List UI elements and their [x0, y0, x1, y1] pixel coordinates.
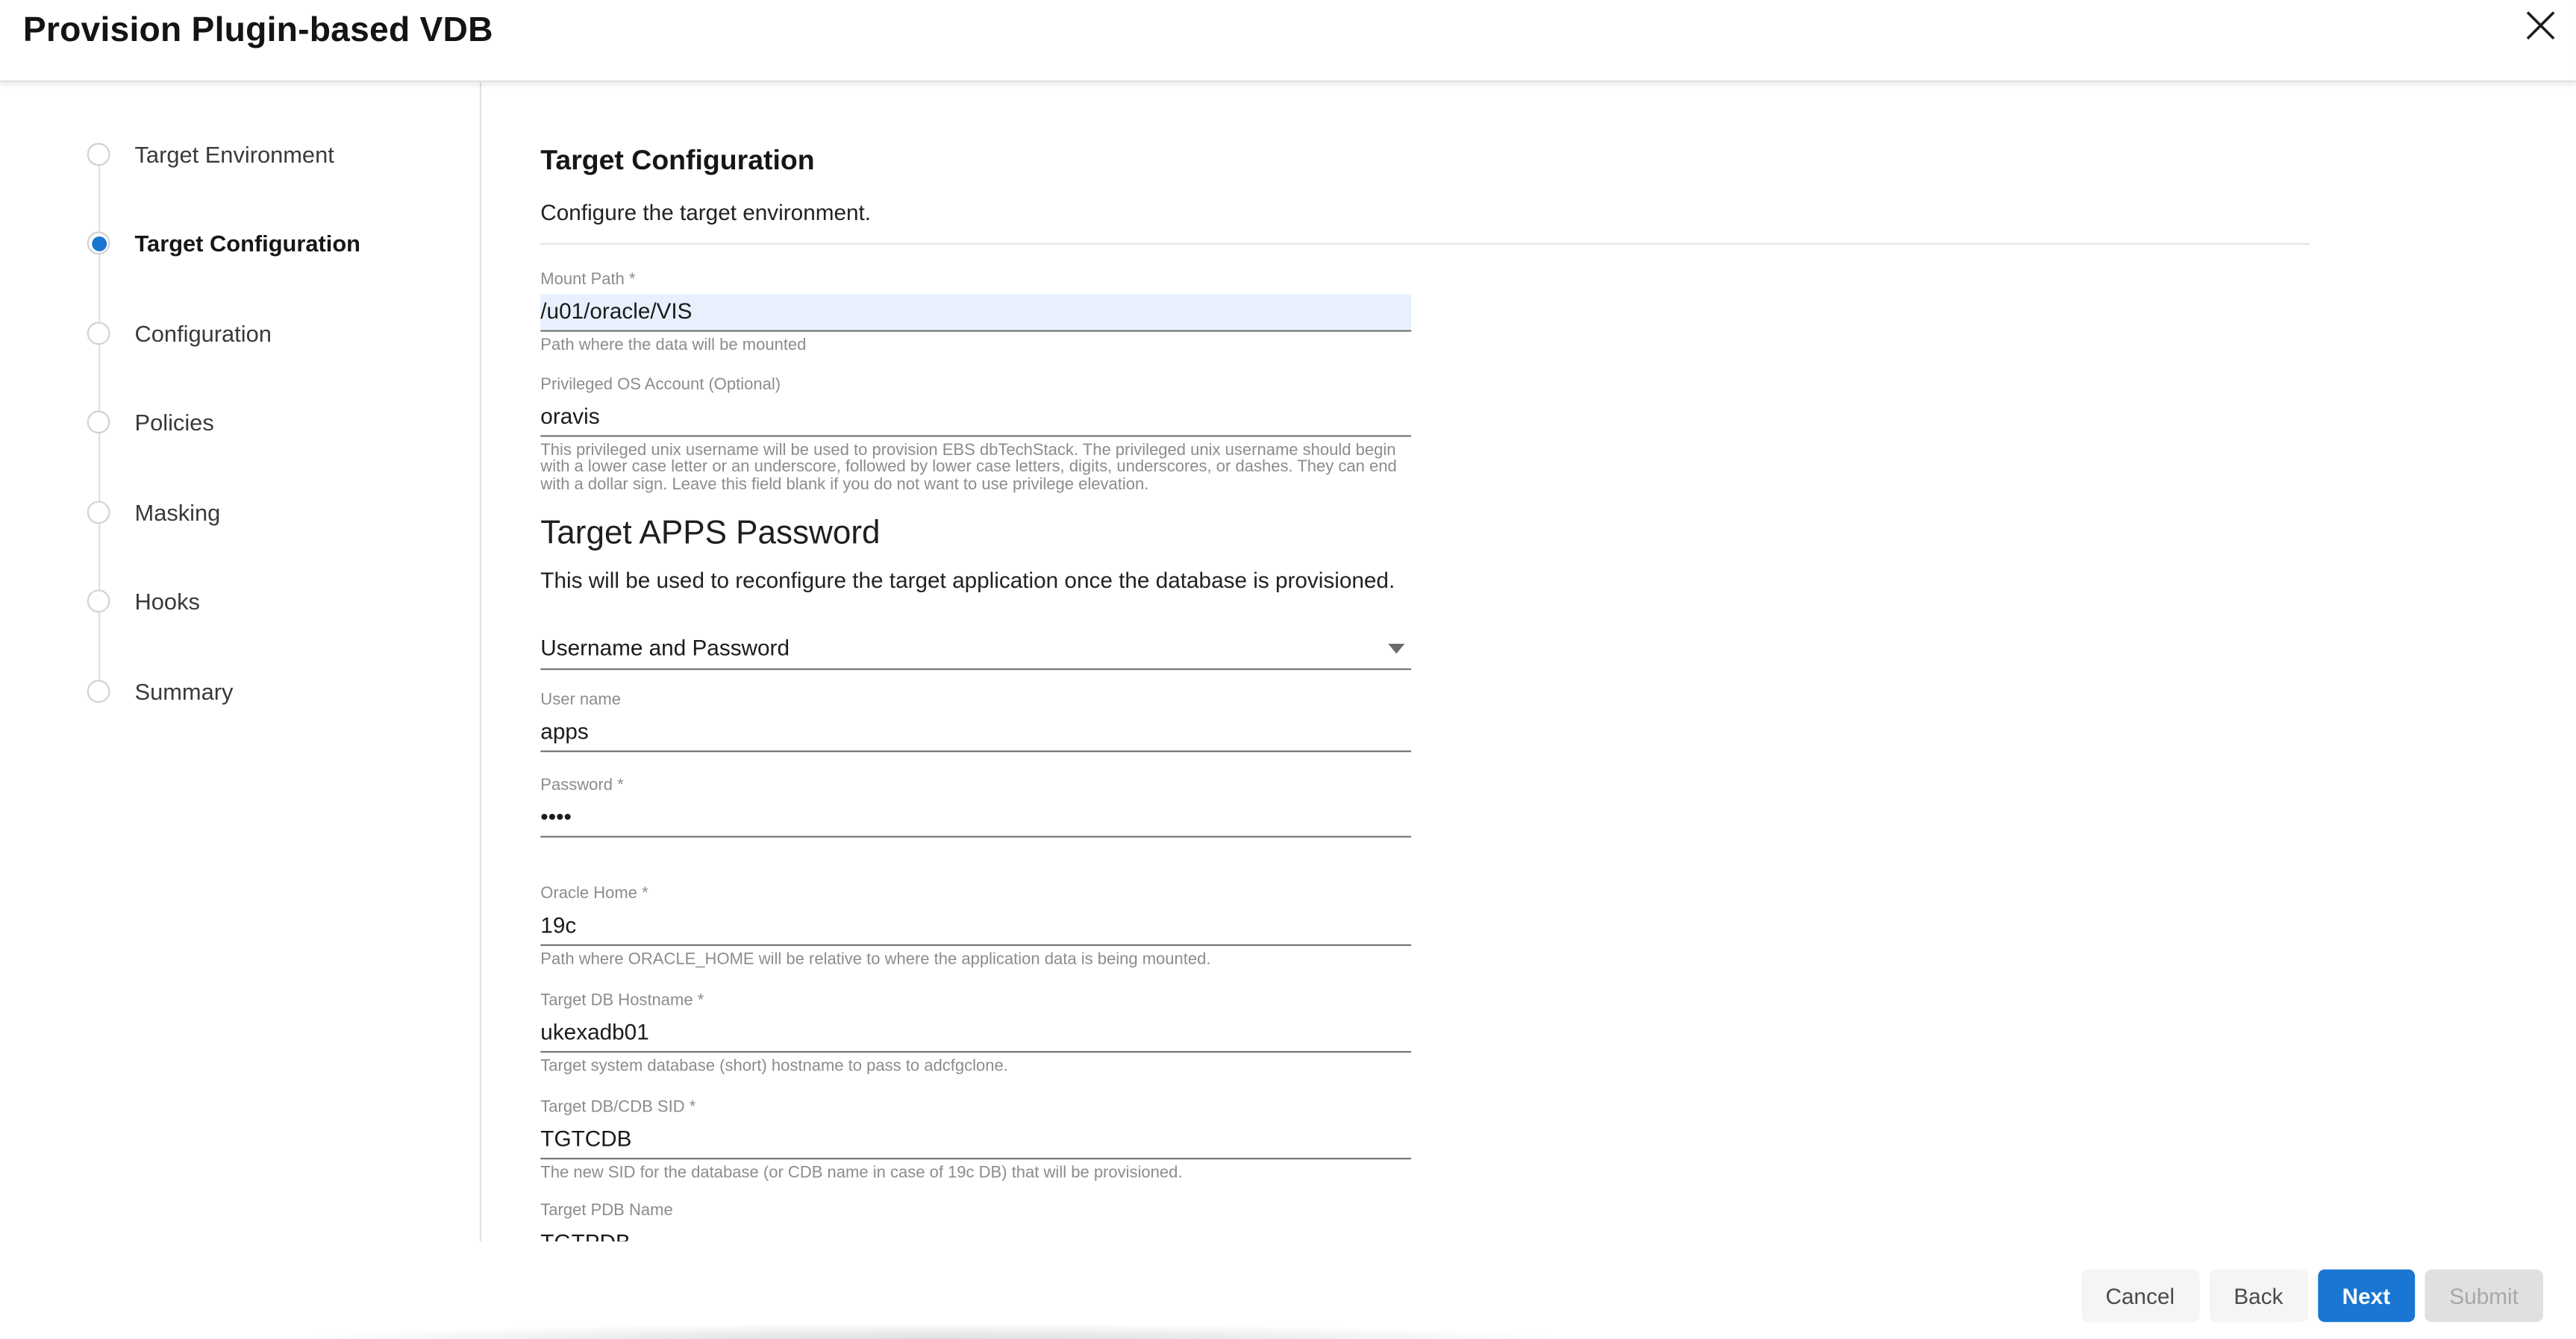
privileged-os-account-label: Privileged OS Account (Optional)	[540, 375, 781, 394]
step-configuration[interactable]	[0, 288, 480, 377]
step-indicator-icon	[87, 680, 110, 703]
step-label: Hooks	[134, 588, 200, 615]
step-policies[interactable]	[0, 377, 480, 467]
dialog-header	[0, 0, 2576, 82]
mount-path-field	[540, 271, 1411, 356]
credential-type-select[interactable]	[540, 630, 1411, 669]
step-indicator-icon	[87, 590, 110, 613]
chevron-down-icon	[1388, 644, 1404, 653]
username-field	[540, 692, 1411, 753]
target-db-cdb-sid-input[interactable]	[540, 1121, 1411, 1157]
step-indicator-icon	[87, 411, 110, 434]
step-hooks[interactable]	[0, 556, 480, 646]
close-icon	[2525, 10, 2556, 46]
mount-path-underline	[540, 294, 1411, 332]
privileged-os-account-field	[540, 375, 1411, 495]
oracle-home-label: Oracle Home *	[540, 885, 648, 904]
step-indicator-icon	[87, 322, 110, 345]
step-label: Configuration	[134, 319, 272, 346]
apps-password-description: This will be used to reconfigure the target application once the database is provisioned.	[540, 568, 1395, 594]
step-label: Policies	[134, 409, 214, 436]
form-panel	[481, 82, 2576, 1241]
step-target-configuration[interactable]	[0, 198, 480, 288]
dialog-title: Provision Plugin-based VDB	[22, 11, 493, 50]
target-pdb-name-input[interactable]	[540, 1226, 1411, 1242]
target-db-hostname-input[interactable]	[540, 1015, 1411, 1050]
username-input[interactable]	[540, 715, 1411, 750]
wizard-stepper	[0, 82, 481, 1241]
dialog-body	[0, 82, 2576, 1241]
password-input[interactable]	[540, 800, 1411, 836]
credential-type-value: Username and Password	[540, 636, 790, 661]
target-db-cdb-sid-underline	[540, 1121, 1411, 1159]
next-button[interactable]: Next	[2318, 1270, 2415, 1322]
password-underline	[540, 800, 1411, 838]
step-target-environment[interactable]	[0, 109, 480, 198]
step-summary[interactable]	[0, 646, 480, 736]
apps-password-title: Target APPS Password	[540, 516, 881, 553]
credential-type-underline	[540, 630, 1411, 671]
dialog-footer	[0, 1241, 2576, 1339]
target-pdb-name-label: Target PDB Name	[540, 1202, 673, 1221]
mount-path-helper: Path where the data will be mounted	[540, 336, 807, 355]
privileged-os-account-underline	[540, 398, 1411, 436]
target-db-hostname-underline	[540, 1015, 1411, 1053]
section-title: Target Configuration	[540, 144, 815, 176]
password-field	[540, 777, 1411, 838]
step-label: Masking	[134, 498, 221, 525]
mount-path-label: Mount Path *	[540, 271, 636, 289]
target-db-hostname-label: Target DB Hostname *	[540, 991, 704, 1010]
target-db-cdb-sid-label: Target DB/CDB SID *	[540, 1097, 696, 1117]
step-indicator-active-icon	[87, 232, 110, 255]
credential-type-field	[540, 630, 1411, 671]
username-label: User name	[540, 692, 621, 710]
close-button[interactable]	[2519, 7, 2561, 49]
section-subtitle: Configure the target environment.	[540, 200, 872, 225]
oracle-home-input[interactable]	[540, 909, 1411, 944]
target-db-hostname-helper: Target system database (short) hostname to pass to adcfgclone.	[540, 1057, 1008, 1076]
target-db-hostname-field	[540, 992, 1411, 1077]
privileged-os-account-input[interactable]	[540, 398, 1411, 434]
password-label: Password *	[540, 777, 624, 796]
target-pdb-name-underline	[540, 1226, 1411, 1242]
privileged-os-account-helper: This privileged unix username will be used to provision EBS dbTechStack. The privileged unix username should begin with a lower case letter or an underscore, followed by lower case letters, digits, underscores, or dashes. They can end with a dollar sign. Leave this field blank if you do not want to use privilege elevation.	[540, 441, 1397, 495]
target-db-cdb-sid-helper: The new SID for the database (or CDB name in case of 19c DB) that will be provisioned.	[540, 1163, 1183, 1182]
username-underline	[540, 715, 1411, 753]
back-button[interactable]: Back	[2209, 1270, 2307, 1322]
step-label: Target Configuration	[134, 230, 361, 257]
bottom-scroll-shadow	[0, 1321, 1791, 1339]
submit-button[interactable]: Submit	[2425, 1270, 2543, 1322]
step-indicator-icon	[87, 501, 110, 524]
cancel-button[interactable]: Cancel	[2081, 1270, 2200, 1322]
section-divider	[540, 243, 2310, 245]
mount-path-input[interactable]	[540, 294, 1411, 330]
step-label: Target Environment	[134, 140, 334, 168]
target-pdb-name-field	[540, 1202, 1411, 1241]
oracle-home-field	[540, 885, 1411, 970]
oracle-home-underline	[540, 909, 1411, 947]
step-indicator-icon	[87, 142, 110, 166]
step-masking[interactable]	[0, 467, 480, 556]
oracle-home-helper: Path where ORACLE_HOME will be relative to where the application data is being mounted.	[540, 951, 1211, 970]
step-label: Summary	[134, 677, 234, 704]
target-db-cdb-sid-field	[540, 1098, 1411, 1183]
